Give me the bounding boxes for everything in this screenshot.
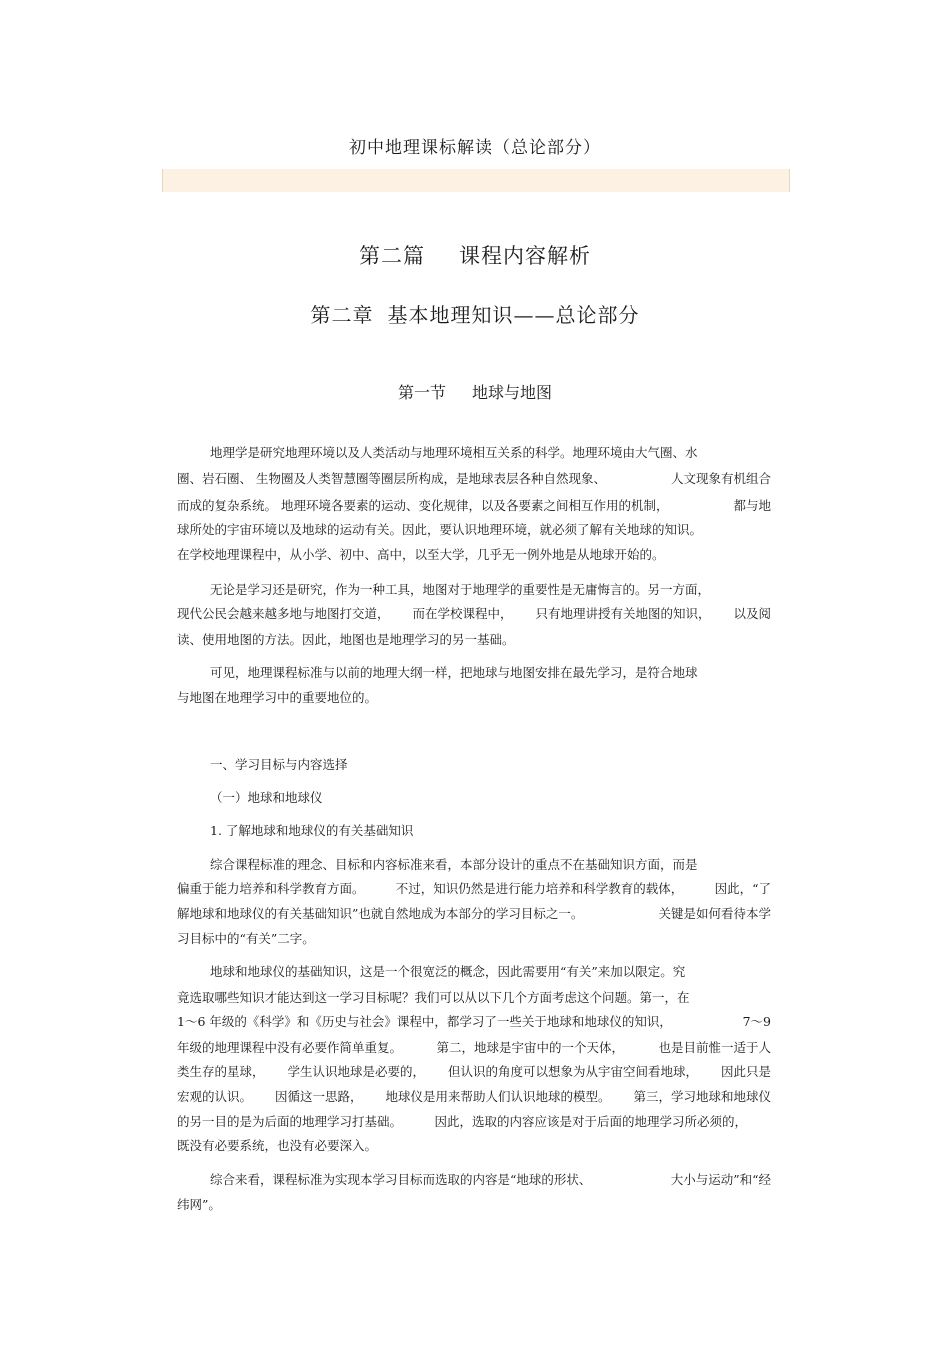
part-title	[0, 240, 950, 270]
paragraph-line: 既没有必要系统，也没有必要深入。	[177, 1138, 378, 1153]
paragraph-line: 类生存的星球， 学生认识地球是必要的， 但认识的角度可以想象为从宇宙空间看地球， 因此只是	[177, 1064, 771, 1079]
paragraph-line: 习目标中的“有关”二字。	[177, 931, 315, 946]
chapter-name: 基本地理知识——总论部分	[387, 303, 640, 327]
paragraph-line: 球所处的宇宙环境以及地球的运动有关。因此，要认识地理环境，就必须了解有关地球的知识。	[177, 522, 703, 537]
paragraph-line: 圈、岩石圈、 生物圈及人类智慧圈等圈层所构成，是地球表层各种自然现象、 人文现象有机组合	[177, 471, 771, 486]
paragraph-line: 竟选取哪些知识才能达到这一学习目标呢？我们可以从以下几个方面考虑这个问题。第一，在	[177, 990, 690, 1005]
section-title	[0, 380, 950, 403]
paragraph-line: 解地球和地球仪的有关基础知识”也就自然地成为本部分的学习目标之一。 关键是如何看待本学	[177, 906, 771, 921]
heading-level-1: 一、学习目标与内容选择	[210, 757, 348, 772]
heading-level-2: （一）地球和地球仪	[210, 790, 323, 805]
paragraph-line: 可见，地理课程标准与以前的地理大纲一样，把地球与地图安排在最先学习，是符合地球	[210, 665, 698, 680]
paragraph-line: 地理学是研究地理环境以及人类活动与地理环境相互关系的科学。地理环境由大气圈、水	[210, 445, 698, 460]
paragraph-line: 与地图在地理学习中的重要地位的。	[177, 690, 378, 705]
paragraph-line: 偏重于能力培养和科学教育方面。 不过，知识仍然是进行能力培养和科学教育的载体， 因此，“了	[177, 881, 771, 896]
chapter-title	[0, 299, 950, 328]
paragraph-line: 纬网”。	[177, 1197, 221, 1212]
chapter-label: 第二章	[310, 303, 374, 327]
paragraph-line: 的另一目的是为后面的地理学习打基础。 因此，选取的内容应该是对于后面的地理学习所必须的，	[177, 1114, 747, 1129]
document-title: 初中地理课标解读（总论部分）	[349, 138, 601, 158]
paragraph-line: 综合来看，课程标准为实现本学习目标而选取的内容是“地球的形状、 大小与运动”和“经	[210, 1172, 771, 1187]
paragraph-line: 在学校地理课程中，从小学、初中、高中，以至大学，几乎无一例外地是从地球开始的。	[177, 547, 665, 562]
paragraph-line: 而成的复杂系统。 地理环境各要素的运动、变化规律，以及各要素之间相互作用的机制， 都与地	[177, 498, 771, 513]
part-label: 第二篇	[359, 244, 425, 268]
paragraph-line: 读、使用地图的方法。因此，地图也是地理学习的另一基础。	[177, 632, 515, 647]
section-name: 地球与地图	[472, 383, 553, 402]
heading-level-3: 1. 了解地球和地球仪的有关基础知识	[210, 823, 414, 838]
paragraph-line: 年级的地理课程中没有必要作简单重复。 第二，地球是宇宙中的一个天体， 也是目前惟一适于人	[177, 1040, 771, 1055]
paragraph-line: 综合课程标准的理念、目标和内容标准来看，本部分设计的重点不在基础知识方面，而是	[210, 857, 698, 872]
paragraph-line: 无论是学习还是研究，作为一种工具，地图对于地理学的重要性是无庸悔言的。另一方面，	[210, 582, 711, 597]
paragraph-line: 现代公民会越来越多地与地图打交道， 而在学校课程中， 只有地理讲授有关地图的知识， 以及阅	[177, 606, 771, 621]
header-band	[162, 169, 790, 192]
section-label: 第一节	[397, 383, 446, 402]
paragraph-line: 宏观的认识。 因循这一思路， 地球仪是用来帮助人们认识地球的模型。 第三，学习地球和地球仪	[177, 1089, 771, 1104]
paragraph-line: 1～6 年级的《科学》和《历史与社会》课程中，都学习了一些关于地球和地球仪的知识， 7～9	[177, 1014, 771, 1029]
part-name: 课程内容解析	[459, 244, 591, 268]
paragraph-line: 地球和地球仪的基础知识，这是一个很宽泛的概念，因此需要用“有关”来加以限定。究	[210, 964, 686, 979]
